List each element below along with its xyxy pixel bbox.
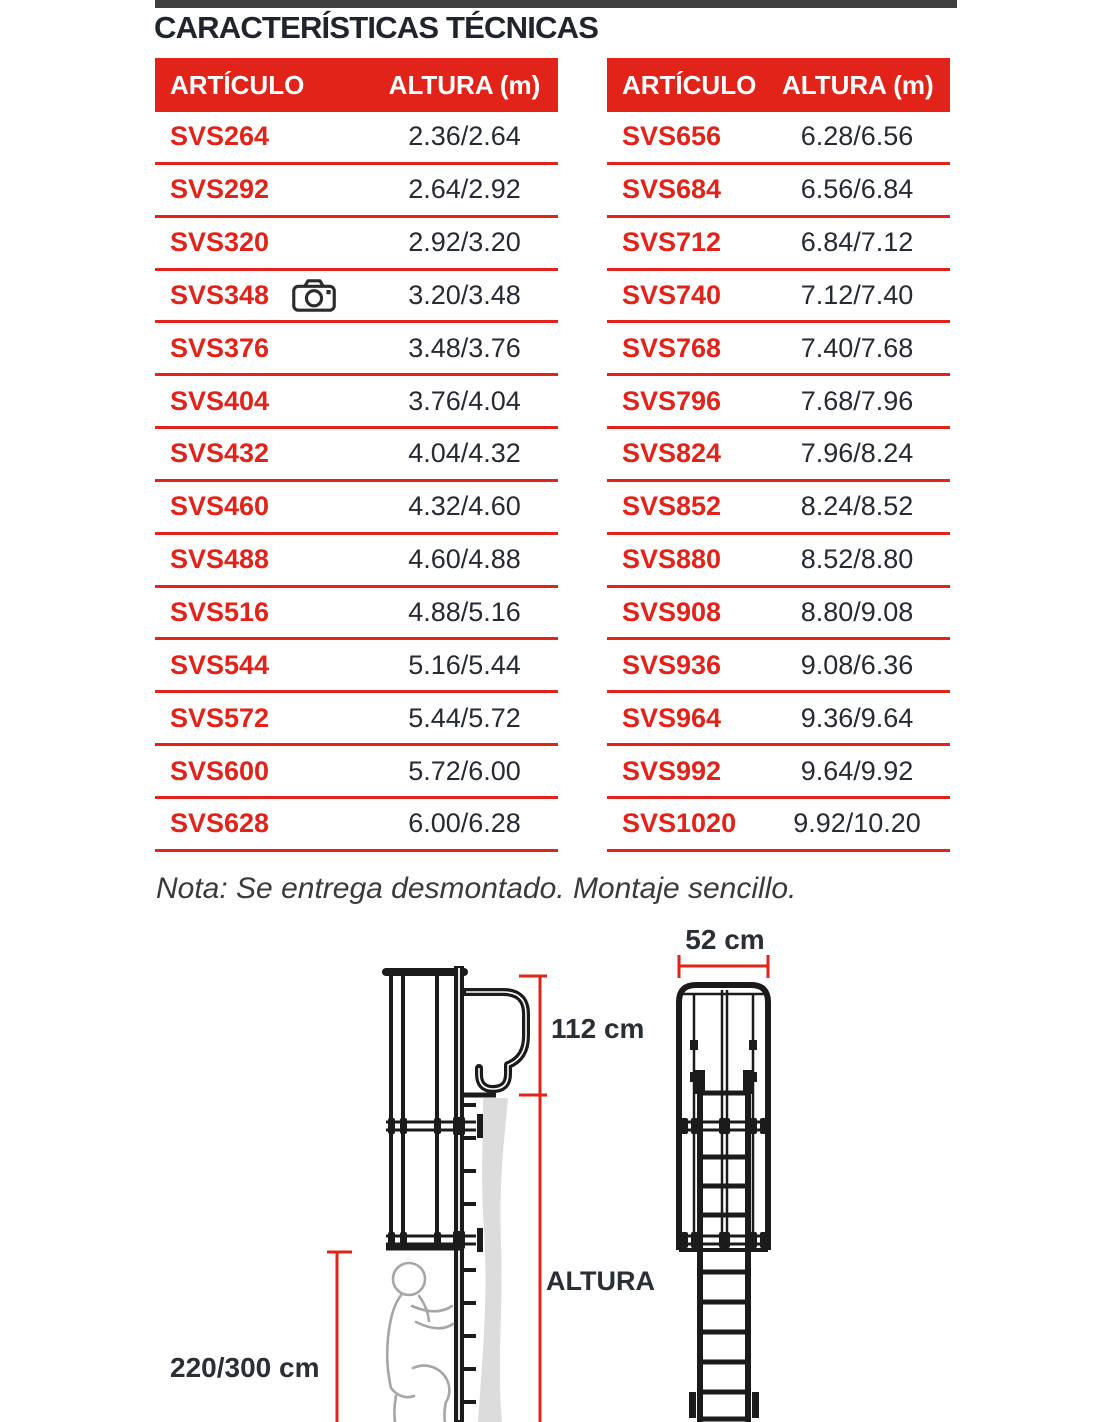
height-cell: 7.96/8.24 [800,438,914,469]
table-row [607,323,950,376]
article-code: SVS964 [622,702,722,733]
article-code: SVS628 [170,808,270,839]
assembly-note: Nota: Se entrega desmontado. Montaje sencillo. [156,872,797,905]
height-cell: 2.92/3.20 [408,227,521,258]
table-row [155,112,558,165]
table-row [155,482,558,535]
table-row [607,218,950,271]
article-cell [155,438,377,469]
height-cell: 3.48/3.76 [408,332,521,363]
table-body-right [607,112,950,852]
table-row [155,640,558,693]
height-cell: 7.40/7.68 [800,332,914,363]
height-cell: 4.88/5.16 [408,597,521,628]
column-header-altura: ALTURA (m) [782,69,934,100]
height-cell: 9.08/6.36 [800,649,914,680]
article-cell [607,756,782,787]
article-cell [607,544,782,575]
article-cell [155,703,377,734]
article-code: SVS796 [622,385,722,416]
table-row [155,376,558,429]
article-code: SVS992 [622,755,722,786]
height-cell: 2.64/2.92 [408,174,521,205]
ladder-technical-drawing [150,920,970,1422]
article-code: SVS572 [170,702,270,733]
handrail-hook [464,992,526,1089]
dim-220-300cm [327,1252,352,1422]
table-row [607,271,950,324]
table-body-left [155,112,558,852]
height-cell: 5.16/5.44 [408,649,521,680]
article-cell [155,650,377,681]
table-row [607,429,950,482]
article-cell [607,333,782,364]
table-row [155,218,558,271]
height-cell: 6.00/6.28 [408,808,521,839]
height-cell: 9.36/9.64 [800,702,914,733]
article-cell [155,278,377,313]
table-row [155,165,558,218]
article-cell [155,808,377,839]
article-code: SVS712 [622,227,722,258]
wall-shape [478,1098,508,1422]
table-row [155,799,558,852]
height-cell: 9.64/9.92 [800,755,914,786]
article-cell [155,333,377,364]
spec-table-left [155,58,558,852]
article-code: SVS908 [622,597,722,628]
table-row [155,588,558,641]
article-code: SVS544 [170,649,270,680]
article-cell [607,491,782,522]
table-row [607,746,950,799]
table-row [155,323,558,376]
table-row [607,799,950,852]
height-cell: 8.52/8.80 [800,544,914,575]
article-cell [155,597,377,628]
column-header-articulo: ARTÍCULO [170,69,305,100]
article-code: SVS488 [170,544,270,575]
height-cell: 6.28/6.56 [800,121,914,152]
height-cell: 6.56/6.84 [800,174,914,205]
height-cell: 7.12/7.40 [800,279,914,310]
article-cell [155,174,377,205]
article-cell [155,227,377,258]
ladder-rungs [703,1093,745,1419]
height-cell: 3.20/3.48 [408,279,521,310]
article-code: SVS936 [622,649,722,680]
table-row [155,429,558,482]
article-cell [155,756,377,787]
article-code: SVS656 [622,121,722,152]
article-cell [607,174,782,205]
dim-label-52cm: 52 cm [685,924,765,955]
height-cell: 4.60/4.88 [408,544,521,575]
height-cell: 5.72/6.00 [408,755,521,786]
height-cell: 2.36/2.64 [408,121,521,152]
article-cell [155,121,377,152]
dim-label-112cm: 112 cm [551,1013,645,1044]
height-cell: 6.84/7.12 [800,227,914,258]
height-cell: 7.68/7.96 [800,385,914,416]
article-code: SVS600 [170,755,270,786]
table-row [607,640,950,693]
height-cell: 3.76/4.04 [408,385,521,416]
page-title: CARACTERÍSTICAS TÉCNICAS [154,10,599,45]
spec-table-right [607,58,950,852]
table-row [607,535,950,588]
height-cell: 9.92/10.20 [793,808,921,839]
table-header [607,58,950,112]
camera-icon[interactable] [291,278,337,313]
article-code: SVS852 [622,491,722,522]
height-cell: 5.44/5.72 [408,702,521,733]
dim-label-altura: ALTURA [546,1266,655,1296]
table-row [607,165,950,218]
article-code: SVS264 [170,121,270,152]
table-row [607,588,950,641]
article-cell [607,280,782,311]
top-rule [155,0,957,8]
ladder-side-view [386,966,526,1422]
table-row [155,693,558,746]
climbing-person-figure [387,1263,453,1422]
article-cell [607,438,782,469]
table-row [155,271,558,324]
article-code: SVS432 [170,438,270,469]
article-code: SVS684 [622,174,722,205]
height-cell: 4.32/4.60 [408,491,521,522]
article-code: SVS740 [622,279,722,310]
article-cell [607,808,782,839]
article-code: SVS880 [622,544,722,575]
column-header-altura: ALTURA (m) [388,69,541,100]
article-cell [607,227,782,258]
article-cell [155,386,377,417]
table-row [607,482,950,535]
article-code: SVS768 [622,332,722,363]
article-code: SVS516 [170,597,270,628]
dim-52cm [679,955,768,978]
article-cell [607,597,782,628]
article-cell [155,544,377,575]
table-header [155,58,558,112]
article-code: SVS1020 [622,808,737,839]
article-code: SVS320 [170,227,270,258]
height-cell: 8.80/9.08 [800,597,914,628]
article-cell [155,491,377,522]
ladder-front-view [679,985,768,1422]
article-cell [607,121,782,152]
article-code: SVS376 [170,332,270,363]
table-row [155,746,558,799]
article-code: SVS348 [170,279,270,310]
article-code: SVS404 [170,385,270,416]
dim-label-220-300cm: 220/300 cm [170,1352,320,1383]
column-header-articulo: ARTÍCULO [622,69,757,100]
article-code: SVS292 [170,174,270,205]
article-code: SVS460 [170,491,270,522]
height-cell: 4.04/4.32 [408,438,521,469]
article-cell [607,703,782,734]
article-code: SVS824 [622,438,722,469]
rung-stubs [464,1105,476,1402]
article-cell [607,650,782,681]
table-row [607,693,950,746]
table-row [607,376,950,429]
table-row [607,112,950,165]
table-row [155,535,558,588]
article-cell [607,386,782,417]
height-cell: 8.24/8.52 [800,491,914,522]
